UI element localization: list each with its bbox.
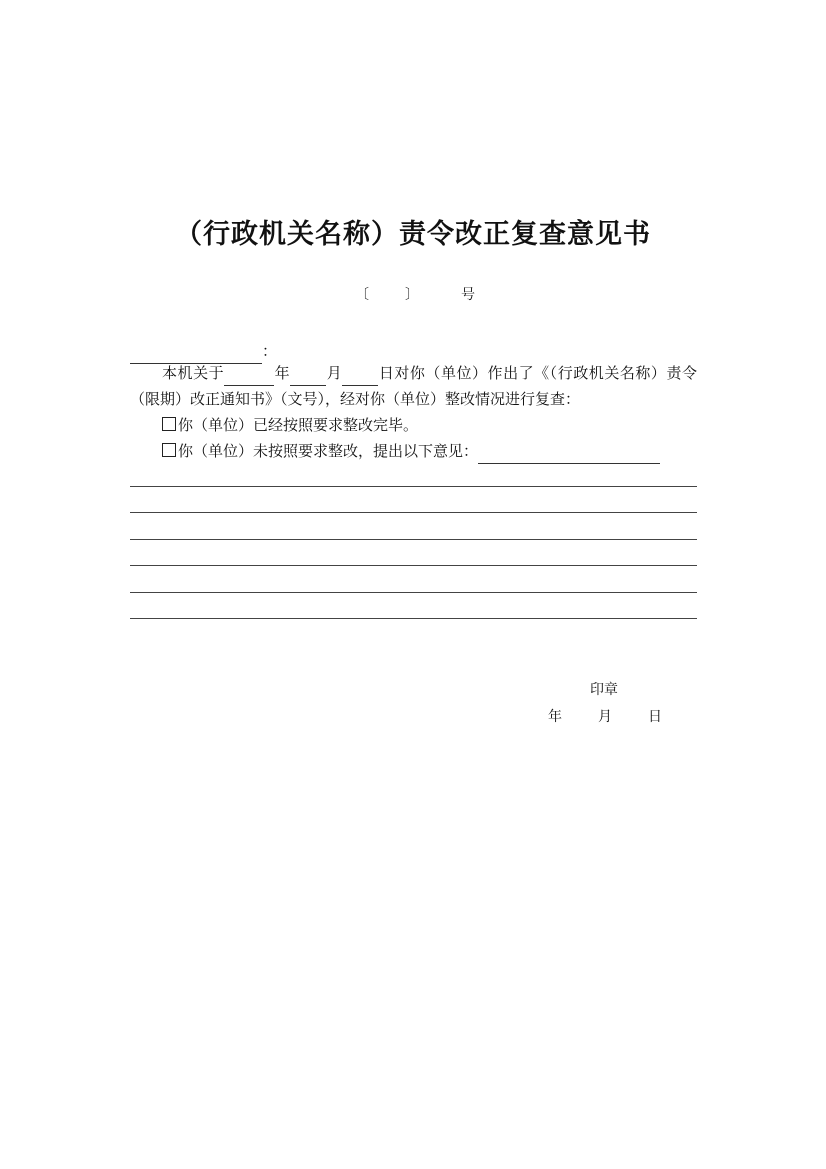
date-month: 月	[598, 709, 612, 725]
document-title: （行政机关名称）责令改正复查意见书	[175, 219, 651, 250]
opinion-line[interactable]	[130, 565, 697, 566]
date-day: 日	[648, 709, 662, 725]
opinion-line[interactable]	[130, 539, 697, 540]
option-completed-checkbox[interactable]	[162, 417, 176, 431]
doc-number-suffix: 号	[461, 287, 475, 303]
option-completed	[162, 412, 418, 438]
para1-text-3: 月	[326, 364, 343, 382]
doc-number-open-bracket: 〔	[355, 287, 369, 303]
addressee-colon: ：	[262, 342, 278, 360]
signature-date	[548, 706, 662, 726]
option-not-completed	[162, 438, 698, 464]
option-not-completed-checkbox[interactable]	[162, 443, 176, 457]
option-completed-label: 你（单位）已经按照要求整改完毕。	[178, 416, 419, 434]
doc-number-close-bracket: 〕	[405, 287, 419, 303]
opinion-line[interactable]	[130, 512, 697, 513]
para1-text-2: 年	[274, 364, 291, 382]
review-paragraph	[130, 360, 697, 412]
option-not-completed-label: 你（单位）未按照要求整改，提出以下意见：	[178, 442, 479, 460]
document-number	[355, 284, 475, 304]
seal-label: 印章	[590, 682, 618, 698]
para1-text-1: 本机关于	[162, 364, 225, 382]
opinion-line[interactable]	[130, 592, 697, 593]
opinion-line[interactable]	[130, 618, 697, 619]
opinion-line[interactable]	[130, 486, 697, 487]
month-blank[interactable]	[290, 367, 326, 386]
opinion-first-line[interactable]	[478, 445, 660, 464]
year-blank[interactable]	[224, 367, 274, 386]
day-blank[interactable]	[342, 367, 378, 386]
date-year: 年	[548, 709, 562, 725]
para1-text-4: 日对你（单位）作出了《（行政机关名称）责令（限期）改正通知书》（文号），经对你（单位）整改情况进行复查：	[130, 364, 697, 408]
